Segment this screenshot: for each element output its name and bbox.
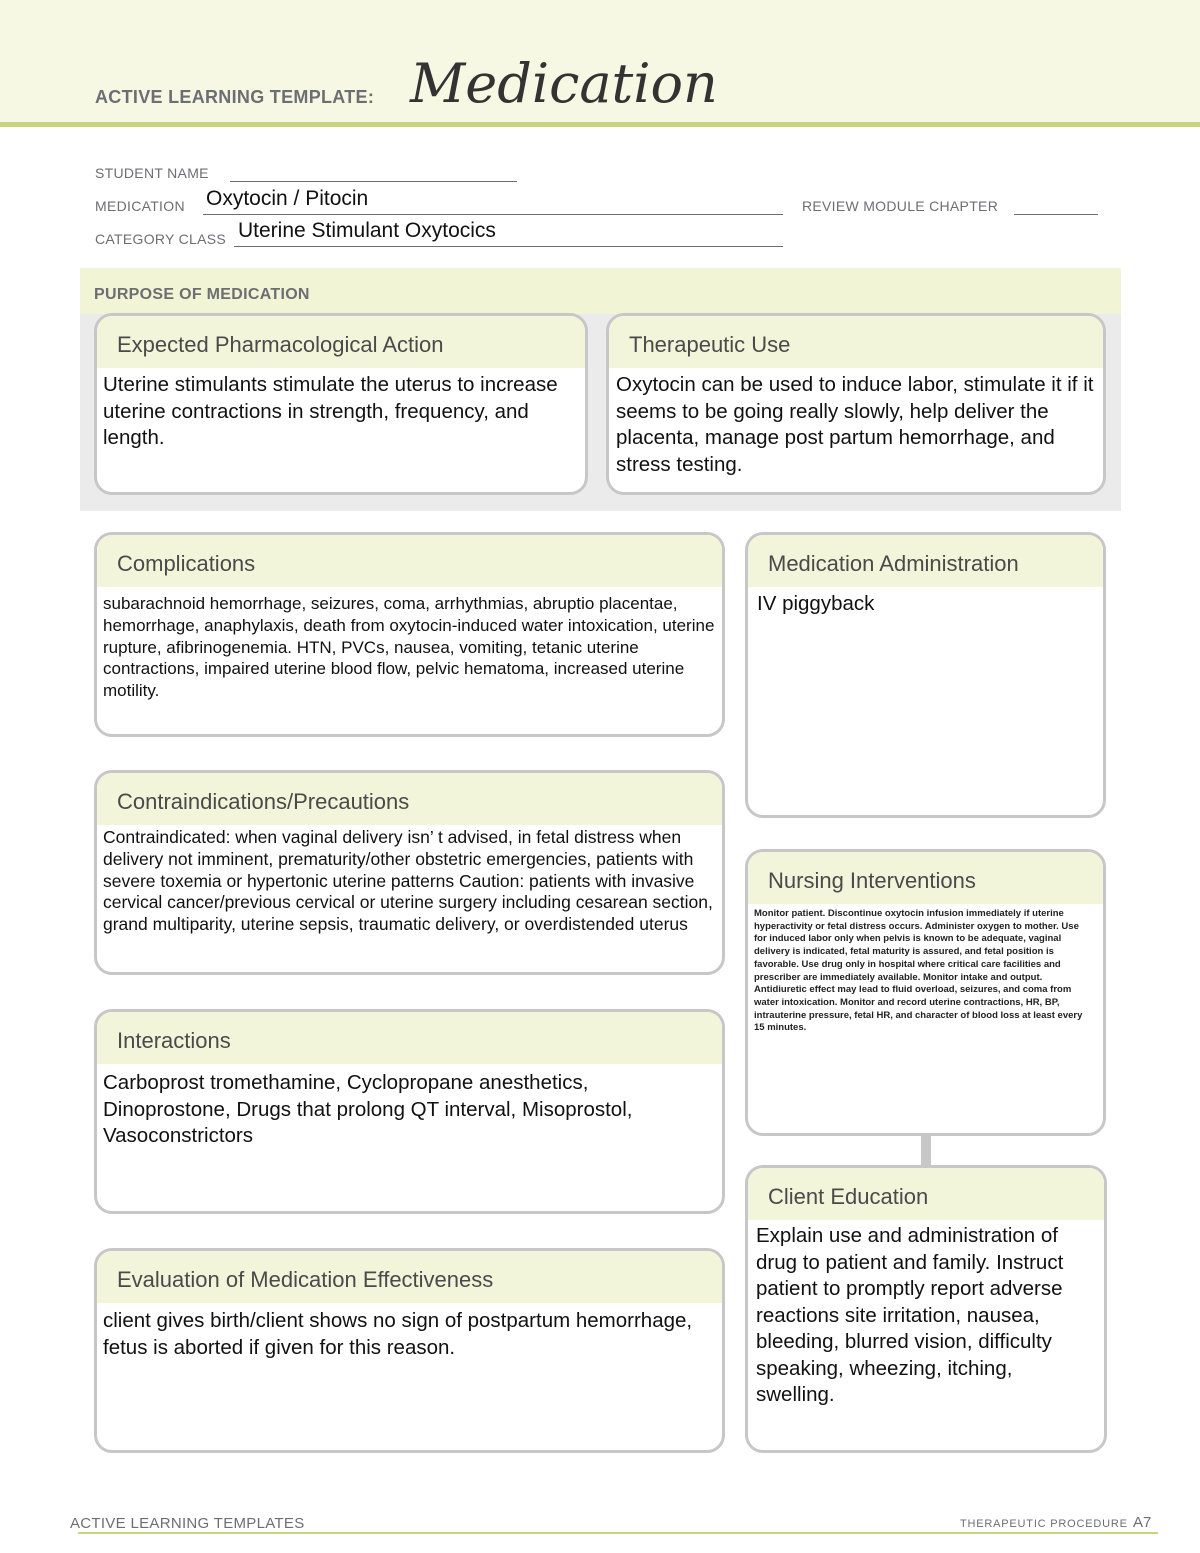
header-rule bbox=[0, 122, 1200, 127]
footer-left-label: ACTIVE LEARNING TEMPLATES bbox=[70, 1515, 305, 1532]
client-education-card bbox=[745, 1165, 1107, 1453]
footer-right-label: THERAPEUTIC PROCEDURE bbox=[960, 1518, 1128, 1530]
medication-value: Oxytocin / Pitocin bbox=[206, 187, 369, 210]
card-connector bbox=[921, 1136, 931, 1166]
medication-label: MEDICATION bbox=[95, 198, 185, 214]
review-module-line bbox=[1014, 214, 1098, 215]
medication-administration-text: IV piggyback bbox=[757, 592, 875, 615]
page-title: Medication bbox=[410, 52, 718, 115]
complications-text: subarachnoid hemorrhage, seizures, coma, arrhythmias, abruptio placentae, hemorrhage, anaphylaxis, death from oxytocin-induced water intoxication, uterine rupture, afibrinogenemia. HTN, PVCs, nausea, vomiting, tetanic uterine contractions, impaired uterine blood flow, pelvic hematoma, increased uterine motility. bbox=[103, 594, 715, 701]
nursing-interventions-text: Monitor patient. Discontinue oxytocin infusion immediately if uterine hyperactivity or fetal distress occurs. Administer oxygen to mother. Use for induced labor only when pelvis is known to be adequate, vaginal delivery is indicated, fetal maturity is assured, and fetal position is favorable. Use drug only in hospital where critical care facilities and prescriber are immediately available. Monitor intake and output. Antidiuretic effect may lead to fluid overload, seizures, and coma from water intoxication. Monitor and record uterine contractions, HR, BP, intrauterine pressure, fetal HR, and character of blood loss at least every 15 minutes. bbox=[754, 908, 1083, 1034]
nursing-interventions-card bbox=[745, 849, 1106, 1136]
footer-rule bbox=[78, 1532, 1158, 1534]
expected-action-title: Expected Pharmacological Action bbox=[97, 316, 585, 368]
therapeutic-use-card bbox=[606, 313, 1106, 495]
student-name-label: STUDENT NAME bbox=[95, 165, 209, 181]
student-name-line bbox=[230, 181, 517, 182]
medication-administration-card bbox=[745, 532, 1106, 818]
category-class-value: Uterine Stimulant Oxytocics bbox=[238, 219, 496, 242]
interactions-title: Interactions bbox=[97, 1012, 722, 1064]
client-education-text: Explain use and administration of drug to patient and family. Instruct patient to promptly report adverse reactions site irritation, nausea, bleeding, blurred vision, difficulty speaking, wheezing, itching, swelling. bbox=[756, 1224, 1064, 1406]
template-label: ACTIVE LEARNING TEMPLATE: bbox=[95, 87, 375, 107]
category-class-line bbox=[234, 246, 783, 247]
medication-administration-title: Medication Administration bbox=[748, 535, 1103, 587]
review-module-label: REVIEW MODULE CHAPTER bbox=[802, 198, 999, 214]
interactions-text: Carboprost tromethamine, Cyclopropane anesthetics, Dinoprostone, Drugs that prolong QT interval, Misoprostol, Vasoconstrictors bbox=[103, 1071, 633, 1147]
evaluation-title: Evaluation of Medication Effectiveness bbox=[97, 1251, 722, 1303]
page-number: A7 bbox=[1133, 1514, 1152, 1531]
therapeutic-use-text: Oxytocin can be used to induce labor, stimulate it if it seems to be going really slowly, help deliver the placenta, manage post partum hemorrhage, and stress testing. bbox=[616, 373, 1094, 476]
contraindications-card bbox=[94, 770, 725, 975]
evaluation-text: client gives birth/client shows no sign of postpartum hemorrhage, fetus is aborted if given for this reason. bbox=[103, 1309, 693, 1359]
complications-card bbox=[94, 532, 725, 737]
medication-line bbox=[203, 214, 783, 215]
expected-action-text: Uterine stimulants stimulate the uterus to increase uterine contractions in strength, frequency, and length. bbox=[103, 373, 558, 449]
contraindications-text: Contraindicated: when vaginal delivery isn’ t advised, in fetal distress when delivery not imminent, prematurity/other obstetric emergencies, patients with severe toxemia or hypertonic uterine patterns Caution: patients with invasive cervical cancer/previous cervical or uterine surgery including cesarean section, grand multiparity, uterine sepsis, traumatic delivery, or overdistended uterus bbox=[103, 827, 713, 935]
client-education-title: Client Education bbox=[748, 1168, 1104, 1220]
complications-title: Complications bbox=[97, 535, 722, 587]
contraindications-title: Contraindications/Precautions bbox=[97, 773, 722, 825]
nursing-interventions-title: Nursing Interventions bbox=[748, 852, 1103, 904]
purpose-title: PURPOSE OF MEDICATION bbox=[94, 286, 310, 303]
therapeutic-use-title: Therapeutic Use bbox=[609, 316, 1103, 368]
category-class-label: CATEGORY CLASS bbox=[95, 231, 227, 247]
evaluation-card bbox=[94, 1248, 725, 1453]
expected-action-card bbox=[94, 313, 588, 495]
interactions-card bbox=[94, 1009, 725, 1214]
